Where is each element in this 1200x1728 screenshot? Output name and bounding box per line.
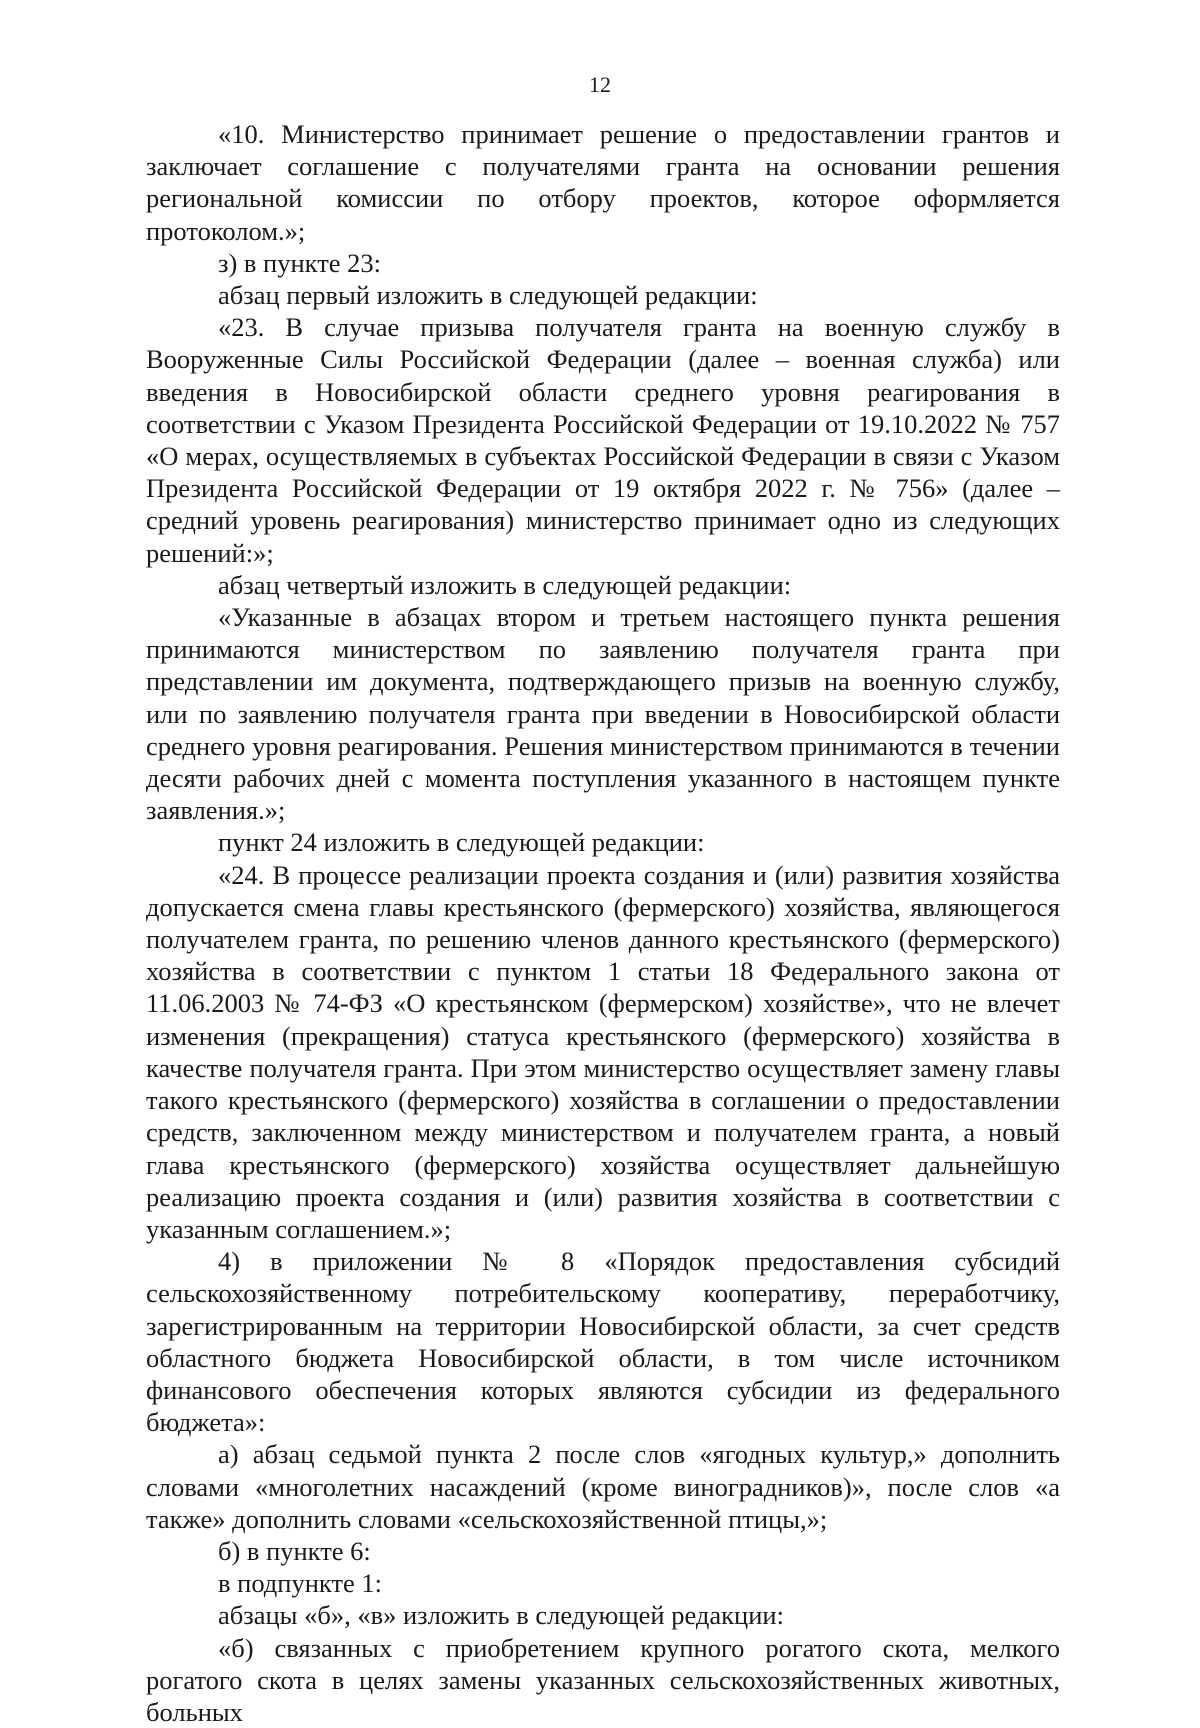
paragraph-4: «23. В случае призыва получателя гранта на военную службу в Вооруженные Силы Российской Федерации (далее – военная служба) или введения в Новосибирской области среднего уровня реагирования в соответствии с Указом Президента Российской Федерации от 19.10.2022 № 757 «О мерах, осуществляемых в субъектах Российской Федерации в связи с Указом Президента Российской Федерации от 19 октября 2022 г. № 756» (далее – средний уровень реагирования) министерство принимает одно из следующих решений:»; bbox=[146, 312, 1060, 568]
paragraph-9: 4) в приложении № 8 «Порядок предоставления субсидий сельскохозяйственному потребительскому кооперативу, переработчику, зарегистрированным на территории Новосибирской области, за счет средств областного бюджета Новосибирской области, в том числе источником финансового обеспечения которых являются субсидии из федерального бюджета»: bbox=[146, 1246, 1060, 1438]
paragraph-12: в подпункте 1: bbox=[218, 1568, 383, 1599]
page-number: 12 bbox=[589, 72, 611, 97]
paragraph-2: з) в пункте 23: bbox=[218, 247, 382, 278]
paragraph-13: абзацы «б», «в» изложить в следующей редакции: bbox=[218, 1600, 784, 1631]
paragraph-14: «б) связанных с приобретением крупного рогатого скота, мелкого рогатого скота в целях замены указанных сельскохозяйственных животных, больных bbox=[146, 1632, 1060, 1727]
paragraph-8: «24. В процессе реализации проекта создания и (или) развития хозяйства допускается смена главы крестьянского (фермерского) хозяйства, являющегося получателем гранта, по решению членов данного крестьянского (фермерского) хозяйства в соответствии с пунктом 1 статьи 18 Федерального закона от 11.06.2003 № 74-ФЗ «О крестьянском (фермерском) хозяйстве», что не влечет изменения (прекращения) статуса крестьянского (фермерского) хозяйства в качестве получателя гранта. При этом министерство осуществляет замену главы такого крестьянского (фермерского) хозяйства в соглашении о предоставлении средств, заключенном между министерством и получателем гранта, а новый глава крестьянского (фермерского) хозяйства осуществляет дальнейшую реализацию проекта создания и (или) развития хозяйства в соответствии с указанным соглашением.»; bbox=[146, 859, 1060, 1244]
paragraph-5: абзац четвертый изложить в следующей редакции: bbox=[218, 569, 792, 600]
paragraph-10: а) абзац седьмой пункта 2 после слов «ягодных культур,» дополнить словами «многолетних насаждений (кроме виноградников)», после слов «а также» дополнить словами «сельскохозяйственной птицы,»; bbox=[146, 1439, 1060, 1534]
paragraph-7: пункт 24 изложить в следующей редакции: bbox=[218, 827, 705, 858]
paragraph-11: б) в пункте 6: bbox=[218, 1535, 371, 1566]
document-body bbox=[146, 118, 1060, 1728]
paragraph-6: «Указанные в абзацах втором и третьем настоящего пункта решения принимаются министерством по заявлению получателя гранта при представлении им документа, подтверждающего призыв на военную службу, или по заявлению получателя гранта при введении в Новосибирской области среднего уровня реагирования. Решения министерством принимаются в течении десяти рабочих дней с момента поступления указанного в настоящем пункте заявления.»; bbox=[146, 602, 1060, 826]
paragraph-3: абзац первый изложить в следующей редакции: bbox=[218, 280, 758, 311]
paragraph-1: «10. Министерство принимает решение о предоставлении грантов и заключает соглашение с получателями гранта на основании решения региональной комиссии по отбору проектов, которое оформляется протоколом.»; bbox=[146, 119, 1060, 246]
